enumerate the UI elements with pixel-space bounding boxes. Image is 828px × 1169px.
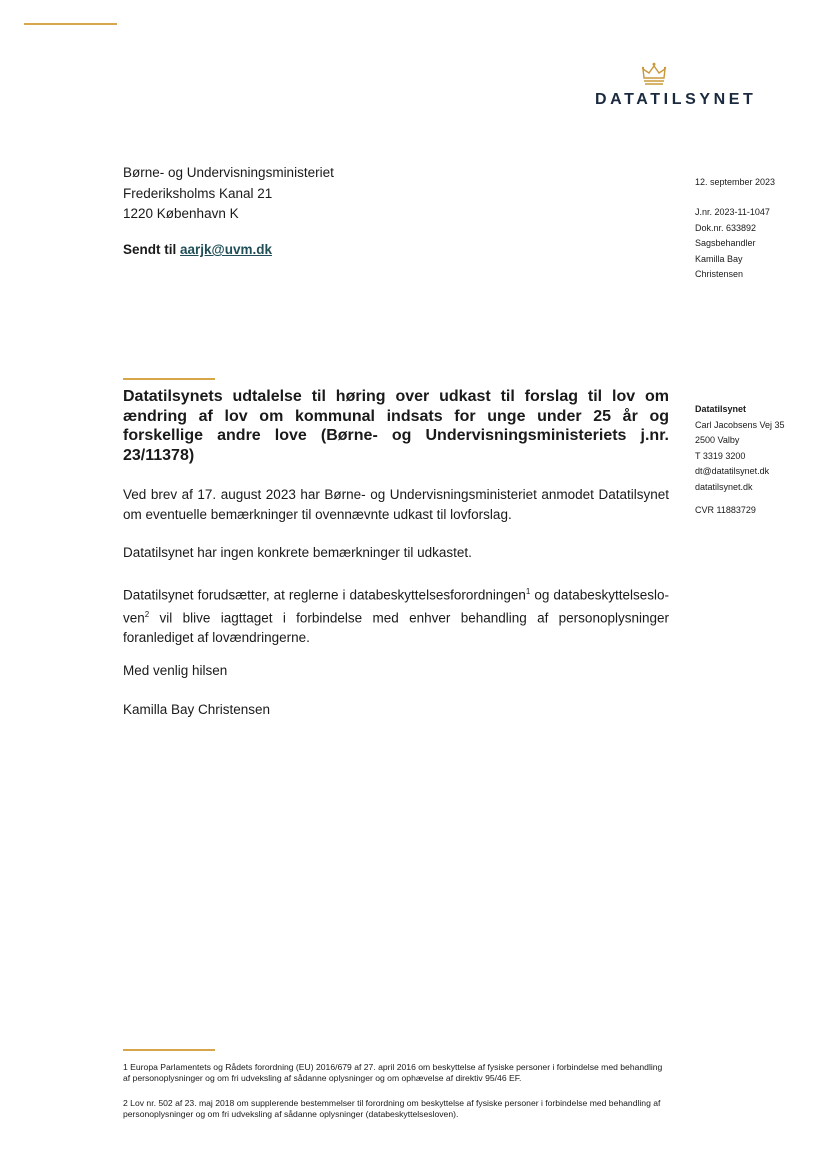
brand-logo: DATATILSYNET — [595, 91, 757, 108]
contact-cvr: CVR 11883729 — [695, 505, 756, 515]
contact-phone: T 3319 3200 — [695, 450, 746, 461]
paragraph-2: Datatilsynet har ingen konkrete bemærkninger til udkastet. — [123, 545, 472, 560]
contact-block — [695, 402, 785, 519]
paragraph-1: Ved brev af 17. august 2023 har Børne- og Undervisningsministeriet anmodet Datatilsynet om eventuelle bemærkninger til ovennævnte udkast til lovforslag. — [123, 487, 669, 522]
sent-to-email-link[interactable]: aarjk@uvm.dk — [180, 242, 272, 257]
case-handler-name-2: Christensen — [695, 269, 744, 279]
paragraph-3 — [123, 582, 669, 648]
contact-org: Datatilsynet — [695, 404, 747, 414]
recipient-street: Frederiksholms Kanal 21 — [123, 185, 273, 201]
sent-to — [123, 242, 272, 257]
contact-web[interactable]: datatilsynet.dk — [695, 481, 753, 492]
journal-number: J.nr. 2023-11-1047 — [695, 207, 770, 217]
sent-to-label: Sendt til — [123, 242, 177, 257]
footnote-ref-2: 2 — [144, 610, 150, 619]
contact-street: Carl Jacobsens Vej 35 — [695, 419, 785, 430]
recipient-city: 1220 København K — [123, 206, 239, 221]
case-handler-name: Kamilla Bay — [695, 253, 743, 264]
case-metadata — [695, 205, 770, 283]
contact-email[interactable]: dt@datatilsynet.dk — [695, 466, 770, 476]
signature: Kamilla Bay Christensen — [123, 702, 271, 717]
paragraph-3-text-a: Datatilsynet forudsætter, at reglerne i databeskyttelsesforordningen — [123, 587, 526, 603]
heading-accent-rule — [123, 378, 215, 380]
recipient-name: Børne- og Undervisningsministeriet — [123, 165, 334, 180]
footnote-2: 2 Lov nr. 502 af 23. maj 2018 om supplerende bestemmelser til forordning om beskyttelse af fysiske personer i forbindelse med behandling af personoplysninger og om fri udveksling af sådanne oplysninger (databeskyttelsesloven). — [123, 1098, 661, 1119]
letter-heading: Datatilsynets udtalelse til høring over udkast til forslag til lov om ændring af lov om kommunal indsats for unge under 25 år og forskellige andre love (Børne- og Undervisningsministeriets j.nr. 23/11378) — [123, 388, 669, 464]
footnote-1: 1 Europa Parlamentets og Rådets forordning (EU) 2016/679 af 27. april 2016 om beskyttelse af fysiske personer i forbindelse med behandling af personoplysninger og om fri udveksling af sådanne oplysninger og om ophævelse af direktiv 95/46 EF. — [123, 1062, 663, 1083]
recipient-address — [123, 163, 334, 225]
letter-date: 12. september 2023 — [695, 177, 776, 187]
crown-icon — [640, 62, 668, 86]
paragraph-3-text-b: og databeskyttelsesloven — [123, 587, 669, 626]
footnote-rule — [123, 1049, 215, 1051]
closing: Med venlig hilsen — [123, 663, 228, 678]
document-number: Dok.nr. 633892 — [695, 222, 757, 233]
footnote-ref-1: 1 — [525, 587, 531, 596]
contact-city: 2500 Valby — [695, 435, 740, 445]
top-accent-rule — [24, 23, 117, 25]
paragraph-3-text-c: vil blive iagttaget i forbindelse med enhver behandling af personoplysninger foranlediget af lovændringerne. — [123, 610, 669, 645]
case-handler-label: Sagsbehandler — [695, 238, 756, 248]
